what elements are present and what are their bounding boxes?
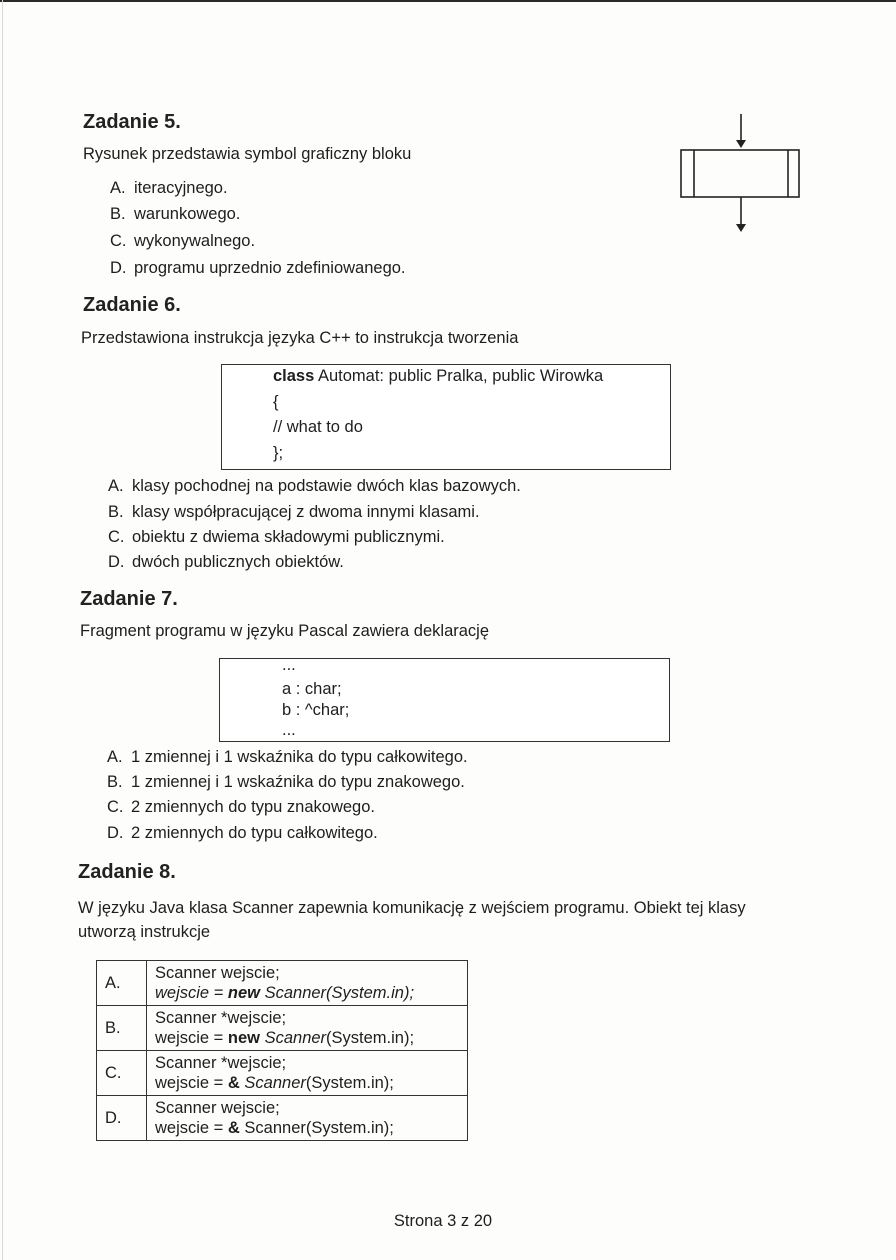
task5-option-b[interactable]	[110, 205, 240, 224]
task7-option-c[interactable]	[107, 798, 375, 817]
option-letter: D.	[107, 824, 124, 842]
pascal-line-a: a : char;	[282, 680, 342, 698]
cpp-comment: // what to do	[273, 418, 363, 436]
option-letter: C.	[107, 798, 124, 816]
code-operator: &	[227, 1074, 240, 1092]
code-text: wejscie =	[155, 984, 228, 1002]
task7-option-a[interactable]	[107, 748, 468, 767]
option-text: programu uprzednio zdefiniowanego.	[134, 259, 406, 277]
task6-heading: Zadanie 6.	[83, 294, 181, 316]
task7-heading: Zadanie 7.	[80, 588, 178, 610]
option-text: obiektu z dwiema składowymi publicznymi.	[132, 528, 445, 546]
option-text: iteracyjnego.	[134, 179, 228, 197]
code-line-2	[155, 983, 461, 1003]
cpp-open-brace: {	[273, 393, 279, 411]
predefined-process-symbol-icon	[676, 110, 806, 240]
scanner-option-b[interactable]	[97, 1006, 468, 1051]
option-text: klasy współpracującej z dwoma innymi klasami.	[132, 503, 480, 521]
code-function: Scanner	[239, 1074, 306, 1092]
code-line-1: Scanner *wejscie;	[155, 1009, 287, 1027]
option-code	[147, 1096, 468, 1141]
task5-option-a[interactable]	[110, 179, 228, 198]
cpp-class-declaration	[273, 367, 603, 386]
code-function: Scanner	[260, 1029, 327, 1047]
task6-option-b[interactable]	[108, 503, 480, 522]
code-line-1: Scanner wejscie;	[155, 1099, 280, 1117]
option-code	[147, 961, 468, 1006]
option-text: 1 zmiennej i 1 wskaźnika do typu znakowego.	[131, 773, 465, 791]
option-letter: B.	[97, 1006, 147, 1051]
code-text: Scanner(System.in);	[260, 984, 415, 1002]
cpp-declaration-text: Automat: public Pralka, public Wirowka	[314, 367, 604, 385]
code-text: (System.in);	[305, 1074, 394, 1092]
cpp-keyword-class: class	[273, 367, 315, 385]
option-letter: D.	[108, 553, 125, 571]
task7-option-b[interactable]	[107, 773, 465, 792]
pascal-ellipsis-bottom: ...	[282, 721, 296, 739]
option-text: klasy pochodnej na podstawie dwóch klas bazowych.	[132, 477, 521, 495]
scanner-option-c[interactable]	[97, 1051, 468, 1096]
cpp-close-brace: };	[273, 444, 284, 462]
task7-question: Fragment programu w języku Pascal zawiera deklarację	[80, 622, 490, 640]
task5-option-c[interactable]	[110, 232, 255, 251]
option-letter: A.	[97, 961, 147, 1006]
code-line-1: Scanner *wejscie;	[155, 1054, 287, 1072]
task5-question: Rysunek przedstawia symbol graficzny bloku	[83, 145, 412, 163]
code-operator: new	[227, 1029, 260, 1047]
option-letter: C.	[110, 232, 127, 250]
top-edge-line	[0, 0, 896, 2]
page-number: Strona 3 z 20	[393, 1212, 493, 1230]
code-text: wejscie =	[155, 1119, 228, 1137]
option-text: wykonywalnego.	[134, 232, 256, 250]
option-text: warunkowego.	[134, 205, 241, 223]
code-operator: &	[227, 1119, 240, 1137]
task5-heading: Zadanie 5.	[83, 111, 181, 133]
task8-question-line2: utworzą instrukcje	[78, 923, 211, 941]
scanner-option-a[interactable]	[97, 961, 468, 1006]
code-text: Scanner(System.in);	[239, 1119, 394, 1137]
task6-option-a[interactable]	[108, 477, 521, 496]
option-text: 1 zmiennej i 1 wskaźnika do typu całkowitego.	[131, 748, 468, 766]
option-letter: D.	[110, 259, 127, 277]
code-line-2	[155, 1118, 461, 1138]
option-letter: C.	[108, 528, 125, 546]
task7-option-d[interactable]	[107, 824, 378, 843]
code-line-2	[155, 1028, 461, 1048]
option-text: 2 zmiennych do typu znakowego.	[131, 798, 375, 816]
option-letter: B.	[108, 503, 124, 521]
pascal-ellipsis-top: ...	[282, 656, 296, 674]
task6-question: Przedstawiona instrukcja języka C++ to instrukcja tworzenia	[81, 329, 519, 347]
option-text: 2 zmiennych do typu całkowitego.	[131, 824, 378, 842]
code-text: (System.in);	[326, 1029, 415, 1047]
task6-option-c[interactable]	[108, 528, 445, 547]
option-letter: D.	[97, 1096, 147, 1141]
option-letter: A.	[110, 179, 126, 197]
scanner-options-table	[96, 960, 468, 1141]
pascal-line-b: b : ^char;	[282, 701, 350, 719]
option-letter: C.	[97, 1051, 147, 1096]
option-letter: B.	[110, 205, 126, 223]
left-edge-line	[2, 0, 3, 1260]
option-letter: A.	[108, 477, 124, 495]
task5-option-d[interactable]	[110, 259, 406, 278]
option-letter: A.	[107, 748, 123, 766]
code-line-1: Scanner wejscie;	[155, 964, 280, 982]
task8-heading: Zadanie 8.	[78, 861, 176, 883]
task8-question-line1: W języku Java klasa Scanner zapewnia komunikację z wejściem programu. Obiekt tej klasy	[78, 899, 746, 917]
option-code	[147, 1006, 468, 1051]
code-line-2	[155, 1073, 461, 1093]
task6-option-d[interactable]	[108, 553, 344, 572]
option-letter: B.	[107, 773, 123, 791]
code-operator: new	[227, 984, 260, 1002]
scanner-option-d[interactable]	[97, 1096, 468, 1141]
option-text: dwóch publicznych obiektów.	[132, 553, 344, 571]
code-text: wejscie =	[155, 1074, 228, 1092]
code-text: wejscie =	[155, 1029, 228, 1047]
option-code	[147, 1051, 468, 1096]
